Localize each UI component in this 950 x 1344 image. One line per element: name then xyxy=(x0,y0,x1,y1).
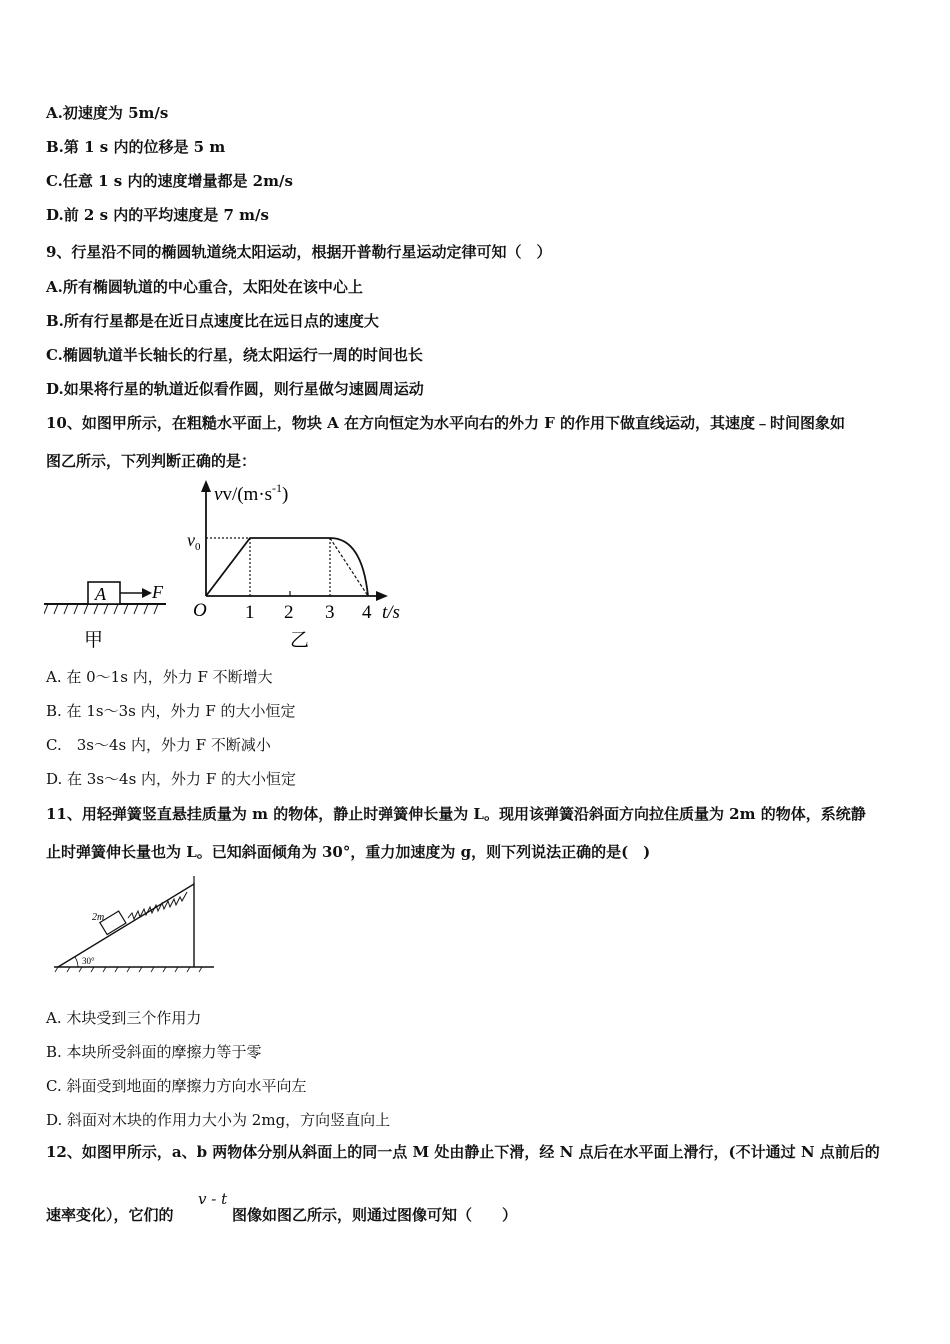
x-axis-arrow xyxy=(376,591,388,601)
x-tick-2: 2 xyxy=(284,602,294,623)
q9-stem: 9、行星沿不同的椭圆轨道绕太阳运动，根据开普勒行星运动定律可知（ ） xyxy=(46,243,552,261)
q9-option-c: C.椭圆轨道半长轴长的行星，绕太阳运行一周的时间也长 xyxy=(46,346,423,364)
q9-option-d: D.如果将行星的轨道近似看作圆，则行星做匀速圆周运动 xyxy=(46,380,424,398)
x-tick-1: 1 xyxy=(245,602,255,623)
q10-option-c: C. 3s～4s 内，外力 F 不断减小 xyxy=(46,736,271,754)
q10-stem-line1: 10、如图甲所示，在粗糙水平面上，物块 A 在方向恒定为水平向右的外力 F 的作用下做直线运动，其速度﹣时间图象如 xyxy=(46,414,846,432)
q11-option-a: A. 木块受到三个作用力 xyxy=(46,1009,202,1027)
q12-stem-line2-a: 速率变化），它们的 xyxy=(46,1206,174,1224)
q10-option-b: B. 在 1s～3s 内，外力 F 的大小恒定 xyxy=(46,702,296,720)
force-arrow xyxy=(142,588,152,598)
q10-option-d: D. 在 3s～4s 内，外力 F 的大小恒定 xyxy=(46,770,296,788)
q10-option-a: A. 在 0～1s 内，外力 F 不断增大 xyxy=(46,668,273,686)
y-axis-label: $vv/(m\cdot s^{-1})$ xyxy=(214,481,289,505)
origin-label: O xyxy=(193,600,207,621)
figure-yi xyxy=(187,480,400,651)
q12-stem-line1: 12、如图甲所示，a、b 两物体分别从斜面上的同一点 M 处由静止下滑，经 N 点后在水平面上滑行，(不计通过 N 点前后的 xyxy=(46,1143,880,1161)
q11-option-b: B. 本块所受斜面的摩擦力等于零 xyxy=(46,1043,262,1061)
q11-stem-line1: 11、用轻弹簧竖直悬挂质量为 m 的物体，静止时弹簧伸长量为 L。现用该弹簧沿斜面方向拉住质量为 2m 的物体，系统静 xyxy=(46,805,866,823)
q8-option-d: D.前 2 s 内的平均速度是 7 m/s xyxy=(46,206,269,224)
force-label: F xyxy=(152,582,163,602)
q12-vt-label: v - t xyxy=(198,1190,228,1208)
incline xyxy=(58,884,194,967)
x-tick-4: 4 xyxy=(362,602,372,623)
q11-option-d: D. 斜面对木块的作用力大小为 2mg，方向竖直向上 xyxy=(46,1111,391,1129)
q11-stem-line2: 止时弹簧伸长量也为 L。已知斜面倾角为 30°，重力加速度为 g，则下列说法正确的是( ) xyxy=(46,843,651,861)
x-tick-3: 3 xyxy=(325,602,335,623)
block-a-label: A xyxy=(95,584,106,604)
angle-label: 30° xyxy=(82,956,95,966)
angle-arc xyxy=(75,957,78,967)
q8-option-c: C.任意 1 s 内的速度增量都是 2m/s xyxy=(46,172,293,190)
vt-curve xyxy=(206,538,368,596)
q10-stem-line2: 图乙所示，下列判断正确的是： xyxy=(46,452,257,470)
q12-stem-line2-b: 图像如图乙所示，则通过图像可知（ ） xyxy=(232,1206,518,1224)
q11-figure xyxy=(50,876,220,976)
y-axis-arrow xyxy=(201,480,211,492)
q10-figure xyxy=(44,478,414,658)
caption-jia: 甲 xyxy=(84,630,104,651)
q8-option-b: B.第 1 s 内的位移是 5 m xyxy=(46,138,226,156)
v0-label: $v_0$ xyxy=(187,530,201,553)
q9-option-b: B.所有行星都是在近日点速度比在远日点的速度大 xyxy=(46,312,379,330)
caption-yi: 乙 xyxy=(290,630,310,651)
q11-option-c: C. 斜面受到地面的摩擦力方向水平向左 xyxy=(46,1077,307,1095)
mass-label: 2m xyxy=(92,912,105,923)
x-axis-label: t/s xyxy=(382,602,400,623)
figure-jia xyxy=(44,582,166,651)
q8-option-a: A.初速度为 5m/s xyxy=(46,104,169,122)
q9-option-a: A.所有椭圆轨道的中心重合，太阳处在该中心上 xyxy=(46,278,363,296)
